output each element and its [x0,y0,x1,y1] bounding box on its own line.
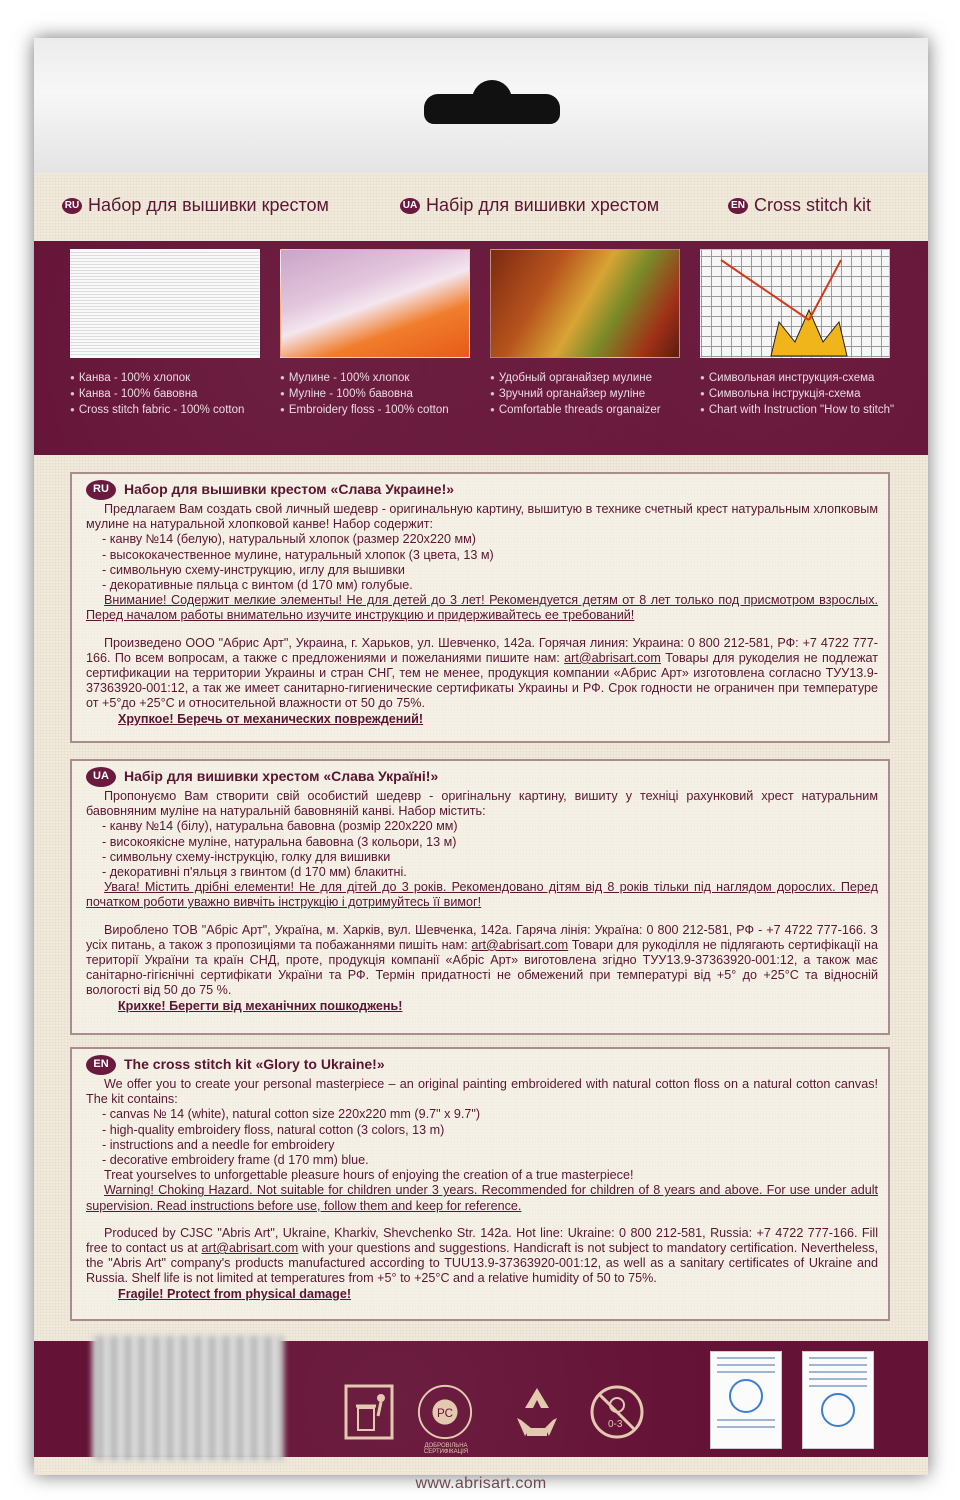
features-band [34,241,928,455]
title-text: Набір для вишивки хрестом «Слава Україні!» [124,768,439,785]
list-item: - decorative embroidery frame (d 170 mm) blue. [102,1153,878,1168]
section-ru [70,472,890,743]
floss-photo [280,249,470,358]
feature-organizer [490,249,678,418]
list-item: - канву №14 (білу), натуральна бавовна (розмір 220х220 мм) [102,819,878,834]
feature-canvas [70,249,258,418]
feature-line: ● Канва - 100% бавовна [70,386,258,402]
section-title [86,480,878,500]
producer-text [86,1226,878,1287]
list-item: - символьну схему-інструкцію, голку для вишивки [102,850,878,865]
lang-badge: RU [86,480,116,500]
list-item: - декоративні п'яльця з гвинтом (d 170 мм) блакитні. [102,865,878,880]
list-item: - high-quality embroidery floss, natural cotton (3 colors, 13 m) [102,1123,878,1138]
list-item: - символьную схему-инструкцию, иглу для вышивки [102,563,878,578]
title-text: Набір для вишивки хрестом [426,195,660,215]
certification-info: Товары для рукоделия не подлежат сертификации на территории Украины и стран СНГ, тем не менее, продукция компании «Абрис Арт» изготовлена согласно ТУУ13.9-37363920-001:12, а так же имеет санитарно-гигиенические сертификаты Украины и РФ. Срок годности не ограничен при температуре от +5°до +25°С и относительной влажности от 50 до 75%. [86,650,879,711]
section-ua [70,759,890,1035]
lang-badge: UA [86,767,116,787]
producer-text [86,923,878,999]
warning-text: Warning! Choking Hazard. Not suitable for children under 3 years. Recommended for children of 8 years and above. For use under adult supervision. Read instructions before use, follow them and keep for reference. [86,1183,878,1213]
certificate-ua-thumbnail [710,1351,782,1449]
plastic-header [34,38,928,174]
list-item: - високоякісне муліне, натуральна бавовна (3 кольори, 13 м) [102,835,878,850]
fragile-text: Fragile! Protect from physical damage! [118,1286,352,1301]
list-item: - высококачественное мулине, натуральный хлопок (3 цвета, 13 м) [102,548,878,563]
list-item: - instructions and a needle for embroidery [102,1138,878,1153]
title-text: Cross stitch kit [754,195,872,215]
list-item: - декоративные пяльца с винтом (d 170 мм) голубые. [102,578,878,593]
certification-info: with your questions and suggestions. Handicraft is not subject to mandatory certification. Nevertheless, the "Abris Art" company's products manufactured according to TUU13.9-37363920-001:12, as well as a sanitary certificates of Ukraine and Russia. Shelf life is not limited at temperatures from +5° to +25°C and a relative humidity of 50 to 75%. [86,1241,878,1286]
lang-badge: UA [400,198,420,214]
title-text: The cross stitch kit «Glory to Ukraine!» [124,1056,385,1073]
lang-badge: EN [86,1055,116,1075]
warning-text: Внимание! Содержит мелкие элементы! Не для детей до 3 лет! Рекомендуется детям от 8 лет только под присмотром взрослых. Перед началом работы внимательно изучите инструкцию и придерживайтесь ее требований! [86,593,878,623]
title-en [728,195,871,216]
contents-list [86,1107,878,1168]
warning-text: Увага! Містить дрібні елементи! Не для дітей до 3 років. Рекомендовано дітям від 8 років тільки під наглядом дорослих. Перед початком роботи уважно вивчіть інструкцію і дотримуйтесь її вимог! [86,880,878,910]
cert-label: ДОБРОВІЛЬНА СЕРТИФІКАЦІЯ [423,1443,469,1455]
age-label: 0-3 [608,1419,623,1430]
intro-text: We offer you to create your personal masterpiece – an original painting embroidered with natural cotton floss on a natural cotton canvas! The kit contains: [86,1077,878,1107]
feature-line: ● Удобный органайзер мулине [490,370,678,386]
section-title [86,767,878,787]
section-en [70,1047,890,1321]
section-title [86,1055,878,1075]
not-for-under-3-icon [588,1381,646,1443]
producer-info: Произведено ООО "Абрис Арт", Украина, г. Харьков, ул. Шевченко, 142а. Горячая линия: Украина: 0 800 212-581, РФ: +7 4722 777-166. По всем вопросам, а также с предложениями и пожеланиями пишите нам: [86,635,878,665]
email-link[interactable]: art@abrisart.com [471,937,569,952]
feature-line: ● Comfortable threads organaizer [490,402,678,418]
organizer-photo [490,249,680,358]
website-url[interactable]: www.abrisart.com [415,1475,547,1492]
title-text: Набор для вышивки крестом [88,195,329,215]
treat-text: Treat yourselves to unforgettable pleasure hours of enjoying the creation of a true masterpiece! [104,1168,634,1183]
contents-list [86,532,878,593]
product-card [34,173,928,1492]
recycle-icon [508,1381,566,1443]
producer-info: Produced by CJSC "Abris Art", Ukraine, Kharkiv, Shevchenko Str. 142a. Hot line: Ukraine: 0 800 212-581, Russia: +7 4722 777-166. Fill free to contact us at [86,1225,878,1256]
title-text: Набор для вышивки крестом «Слава Украине!» [124,481,455,498]
feature-line: ● Cross stitch fabric - 100% cotton [70,402,258,418]
svg-text:PC: PC [436,1406,454,1420]
title-row [34,195,928,225]
producer-info: Вироблено ТОВ "Абріс Арт", Україна, м. Харків, вул. Шевченка, 142а. Гаряча лінія: Україна: 0 800 212-581, РФ - +7 4722 777-166. З усіх питань, а також з пропозиціями та побажаннями пишіть нам: [86,922,878,952]
barcode [92,1335,284,1461]
list-item: - canvas № 14 (white), natural cotton size 220x220 mm (9.7" x 9.7") [102,1107,878,1122]
crown-chart-icon [701,250,889,357]
canvas-photo [70,249,260,358]
feature-chart [700,249,895,418]
fragile-text: Хрупкое! Беречь от механических повреждений! [118,711,424,726]
bottom-band [34,1341,928,1457]
lang-badge: EN [728,198,748,214]
bin-icon [340,1381,398,1443]
fragile-text: Крихке! Берегти від механічних пошкоджень! [118,998,403,1013]
chart-photo [700,249,890,358]
producer-text [86,636,878,712]
lang-badge: RU [62,198,82,214]
feature-line: ● Embroidery floss - 100% cotton [280,402,468,418]
contents-list [86,819,878,880]
email-link[interactable]: art@abrisart.com [201,1241,299,1256]
feature-line: ● Символьна інструкція-схема [700,386,888,402]
feature-line: ● Мулине - 100% хлопок [280,370,468,386]
certification-info: Товари для рукоділля не підлягають сертифікації на території України та країн СНД, проте, продукція компанії «Абріс Арт» виготовлена згідно ТУУ13.9-37363920-001:12, а також має санітарно-гігієнічні сертифікати України та РФ. Термін придатності не обмежений при температурі від +5° до +25°С та відносній вологості від 50 до 75 %. [86,937,878,998]
intro-text: Предлагаем Вам создать свой личный шедевр - оригинальную картину, вышитую в технике счетный крест натуральным хлопковым мулине на натуральной хлопковой канве! Набор содержит: [86,502,878,532]
feature-line: ● Chart with Instruction "How to stitch" [700,402,888,418]
hang-slot [424,94,560,124]
certificate-ru-thumbnail [802,1351,874,1449]
title-ru [62,195,329,216]
package [34,38,928,1492]
intro-text: Пропонуємо Вам створити свій особистий шедевр - оригінальну картину, вишиту у техніці рахунковий хрест натуральним бавовняним муліне на натуральній бавовняній канві. Набор містить: [86,789,878,819]
certification-icon [416,1381,474,1455]
title-ua [400,195,659,216]
feature-floss [280,249,468,418]
feature-line: ● Канва - 100% хлопок [70,370,258,386]
email-link[interactable]: art@abrisart.com [564,650,661,665]
feature-line: ● Муліне - 100% бавовна [280,386,468,402]
feature-line: ● Символьная инструкция-схема [700,370,888,386]
feature-line: ● Зручний органайзер муліне [490,386,678,402]
list-item: - канву №14 (белую), натуральный хлопок (размер 220х220 мм) [102,532,878,547]
